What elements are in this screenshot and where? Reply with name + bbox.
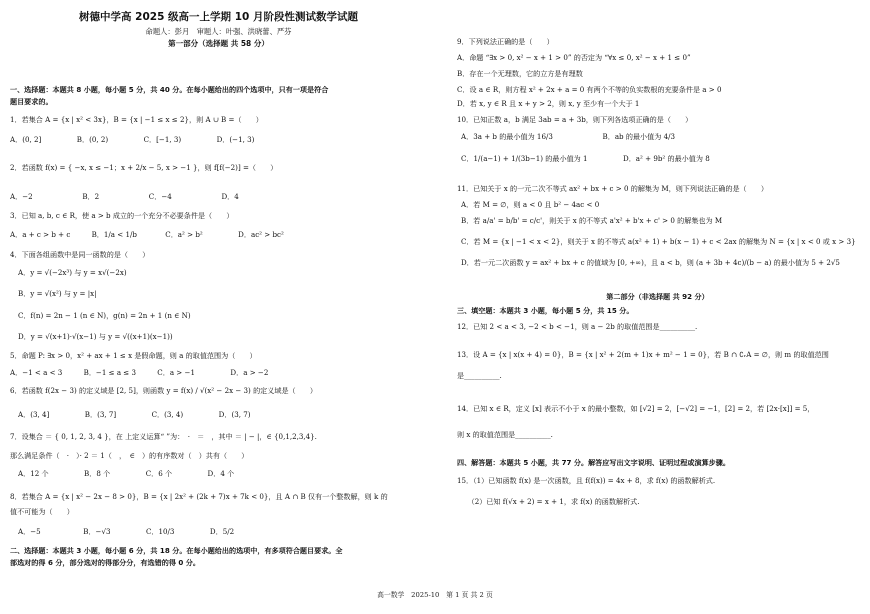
- part-one-heading: 第一部分（选择题 共 58 分）: [168, 39, 269, 48]
- right-line-4: C．设 a ∈ R，则方程 x² + 2x + a = 0 有两个不等的负实数根的充要条件是 a > 0: [457, 85, 722, 94]
- left-line-22: 值不可能为（ ）: [10, 507, 74, 516]
- left-line-14: 5．命题 P: ∃x > 0，x² + ax + 1 ≤ x 是假命题，则 a 的取值范围为（ ）: [10, 351, 257, 360]
- right-line-14: 第二部分（非选择题 共 92 分）: [606, 292, 709, 301]
- left-line-18: 7．设集合 ＝ { 0, 1, 2, 3, 4 }，在 上定义运算“ ”为： · ＝ ，其中 ＝ | − |，∈ {0,1,2,3,4}.: [10, 432, 317, 441]
- right-line-11: B．若 a/a' = b/b' = c/c'，则关于 x 的不等式 a'x² + b'x + c' > 0 的解集也为 M: [461, 216, 723, 225]
- left-line-16: 6．若函数 f(2x − 3) 的定义域是 [2, 5]，则函数 y = f(x) / √(x² − 2x − 3) 的定义域是（ ）: [10, 386, 317, 395]
- left-line-1: 一、选择题：本题共 8 小题，每小题 5 分，共 40 分。在每小题给出的四个选项中，只有一项是符合: [10, 85, 329, 94]
- left-line-24: 二、选择题：本题共 3 小题，每小题 6 分，共 18 分。在每小题给出的选项中，有多项符合题目要求。全: [10, 546, 343, 555]
- left-line-17: A．(3, 4] B．(3, 7] C．(3, 4) D．(3, 7): [18, 410, 251, 419]
- left-line-15: A．−1 < a < 3 B．−1 ≤ a ≤ 3 C．a > −1 D．a > −2: [10, 368, 269, 377]
- right-line-1: 9．下列说法正确的是（ ）: [457, 37, 554, 46]
- right-line-2: A．命题 “∃x > 0, x² − x + 1 > 0” 的否定为 “∀x ≤ 0, x² − x + 1 ≤ 0”: [457, 53, 691, 62]
- right-line-20: 则 x 的取值范围是__________.: [457, 430, 553, 439]
- left-line-5: 2．若函数 f(x) = { −x, x ≤ −1；x + 2/x − 5, x > −1 }，则 f[f(−2)] =（ ）: [10, 163, 278, 172]
- left-line-25: 部选对的得 6 分，部分选对的得部分分，有选错的得 0 分。: [10, 558, 200, 567]
- right-line-15: 三、填空题：本题共 3 小题，每小题 5 分，共 15 分。: [457, 306, 634, 315]
- exam-title: 树德中学高 2025 级高一上学期 10 月阶段性测试数学试题: [79, 11, 358, 23]
- left-line-3: 1．若集合 A = {x | x² < 3x}，B = {x | −1 ≤ x ≤ 2}，则 A ∪ B =（ ）: [10, 115, 263, 124]
- right-line-22: 15．（1）已知函数 f(x) 是一次函数，且 f(f(x)) = 4x + 8，求 f(x) 的函数解析式.: [457, 476, 716, 485]
- right-line-12: C．若 M = {x | −1 < x < 2}，则关于 x 的不等式 a(x² + 1) + b(x − 1) + c < 2ax 的解集为 N = {x | x < 0 或 x > 3}: [461, 237, 856, 246]
- authors-line: 命题人：彭月 审题人：叶强、洪晓蕾、严芬: [145, 27, 292, 36]
- left-line-19: 那么满足条件（ · ）· 2 ＝ 1（ ， ∈ ）的有序数对（ ）共有（ ）: [10, 451, 249, 460]
- left-line-12: C．f(n) = 2n − 1 (n ∈ N)，g(n) = 2n + 1 (n ∈ N): [18, 311, 191, 320]
- left-line-10: A．y = √(−2x³) 与 y = x√(−2x): [18, 268, 127, 277]
- left-line-8: A．a + c > b + c B．1/a < 1/b C．a² > b² D．ac² > bc²: [10, 230, 284, 239]
- right-line-6: 10．已知正数 a，b 满足 3ab = a + 3b，则下列各选项正确的是（ ）: [457, 115, 693, 124]
- right-line-5: D．若 x, y ∈ R 且 x + y > 2，则 x, y 至少有一个大于 1: [457, 99, 640, 108]
- left-line-4: A．(0, 2] B．(0, 2) C．[−1, 3) D．(−1, 3): [10, 135, 255, 144]
- right-line-23: （2）已知 f(√x + 2) = x + 1，求 f(x) 的函数解析式.: [457, 497, 640, 506]
- right-line-21: 四、解答题：本题共 5 小题，共 77 分。解答应写出文字说明、证明过程或演算步骤。: [457, 458, 730, 467]
- right-line-16: 12．已知 2 < a < 3, −2 < b < −1，则 a − 2b 的取值范围是__________.: [457, 322, 698, 331]
- left-line-11: B．y = √(x²) 与 y = |x|: [18, 289, 97, 298]
- page-footer: 高一数学 2025-10 第 1 页 共 2 页: [377, 591, 493, 599]
- right-line-7: A．3a + b 的最小值为 16/3 B．ab 的最小值为 4/3: [461, 132, 675, 141]
- left-line-7: 3．已知 a, b, c ∈ R，使 a > b 成立的一个充分不必要条件是（ ）: [10, 211, 234, 220]
- right-line-17: 13．设 A = {x | x(x + 4) = 0}，B = {x | x² + 2(m + 1)x + m² − 1 = 0}，若 B ∩ ∁ᵣA = ∅，则 m 的取值范围: [457, 350, 829, 359]
- left-line-2: 题目要求的。: [10, 97, 53, 106]
- left-line-13: D．y = √(x+1)·√(x−1) 与 y = √((x+1)(x−1)): [18, 332, 173, 341]
- left-line-23: A．−5 B．−√3 C．10/3 D．5/2: [18, 527, 235, 536]
- right-line-19: 14．已知 x ∈ R，定义 [x] 表示不小于 x 的最小整数，如 [√2] = 2，[−√2] = −1，[2] = 2，若 [2x·[x]] = 5，: [457, 404, 815, 413]
- left-line-20: A．12 个 B．8 个 C．6 个 D．4 个: [18, 469, 235, 478]
- right-line-9: 11．已知关于 x 的一元二次不等式 ax² + bx + c > 0 的解集为 M，则下列说法正确的是（ ）: [457, 184, 768, 193]
- right-line-10: A．若 M = ∅，则 a < 0 且 b² − 4ac < 0: [461, 200, 600, 209]
- right-line-18: 是__________.: [457, 371, 502, 380]
- right-line-13: D．若一元二次函数 y = ax² + bx + c 的值域为 [0, +∞)，且 a < b，则 (a + 3b + 4c)/(b − a) 的最小值为 5 + 2√5: [461, 258, 840, 267]
- right-line-3: B．存在一个无理数，它的立方是有理数: [457, 69, 583, 78]
- left-line-21: 8．若集合 A = {x | x² − 2x − 8 > 0}，B = {x | 2x² + (2k + 7)x + 7k < 0}，且 A ∩ B 仅有一个整数解，则 k 的: [10, 492, 388, 501]
- left-line-6: A．−2 B．2 C．−4 D．4: [10, 192, 239, 201]
- right-line-8: C．1/(a−1) + 1/(3b−1) 的最小值为 1 D．a² + 9b² 的最小值为 8: [461, 154, 710, 163]
- left-line-9: 4．下面各组函数中是同一函数的是（ ）: [10, 250, 150, 259]
